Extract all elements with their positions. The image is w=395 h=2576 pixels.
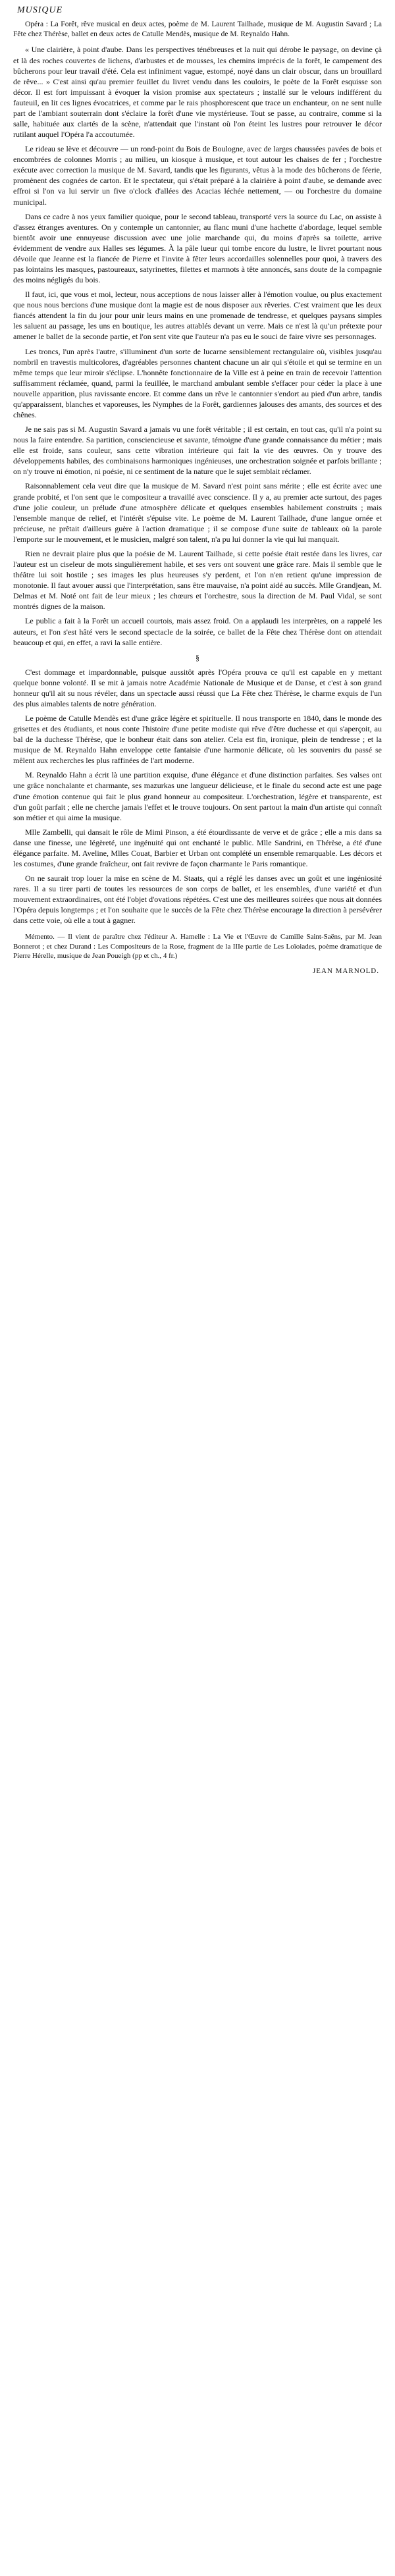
paragraph: M. Reynaldo Hahn a écrit là une partition exquise, d'une élégance et d'une distinction parfaites. Ses valses ont une grâce nonchalante et charmante, ses mazurkas une langueur délicieuse, et le finale du second acte est une page d'une émotion contenue qui fait le plus grand honneur au compositeur. L'orchestration, légère et transparente, est d'un goût parfait ; elle ne cherche jamais l'effet et le trouve toujours. On sent partout la main d'un artiste qui connaît son métier et qui aime la musique.: [13, 770, 382, 822]
paragraph: Les troncs, l'un après l'autre, s'illuminent d'un sorte de lucarne sensiblement rectangulaire où, visibles jusqu'au nombril en travestis multicolores, d'agréables personnes chantent chacune un air qui s'étoile et qui se termine en un même temps que leur miroir s'éclipse. L'honnête fonctionnaire de la Ville est à peine en train de recevoir l'attention suffisamment réclamée, quand, parmi la feuillée, le marchand ambulant semble s'effacer pour céder la place à une nouvelle apparition, plus ravissante encore. Et comme dans un rêve le cantonnier s'endort au pied d'un arbre, tandis qu'apparaissent, blanches et vaporeuses, les Nymphes de la Forêt, gardiennes jalouses des amants, des sources et des chênes.: [13, 346, 382, 420]
paragraph: Il faut, ici, que vous et moi, lecteur, nous acceptions de nous laisser aller à l'émotion voulue, ou plus exactement que nous nous bercions d'une musique dont la magie est de nous disposer aux rêveries. C'est vraiment que les deux fiancés attendent la fin du jour pour unir leurs mains en une promenade de tendresse, et quelques paysans simples les saluent au passage, les uns en boutique, les autres attablés devant un verre. Mais ce n'est là qu'un prétexte pour amener le ballet de la seconde partie, et l'on sent vite que l'auteur n'a pas eu le souci de faire vivre ses personnages.: [13, 290, 382, 342]
paragraph: Le rideau se lève et découvre — un rond-point du Bois de Boulogne, avec de larges chaussées pavées de bois et encombrées de colonnes Morris ; au milieu, un kiosque à musique, et tout autour les chaises de fer ; l'orchestre exécute avec correction la musique de M. Savard, tandis que les figurants, vêtus à la mode des bûcherons de féerie, promènent des cognées de carton. Et le spectateur, qui s'était préparé à la clairière à point d'aube, se demande avec effroi si l'on va lui servir un five o'clock d'allées des Acacias léchée nettement, — ou l'orchestre du domaine municipal.: [13, 144, 382, 207]
article-page: [13, 0, 382, 991]
paragraph: Rien ne devrait plaire plus que la poésie de M. Laurent Tailhade, si cette poésie était restée dans les livres, car l'auteur est un ciseleur de mots singulièrement habile, et ses vers ont souvent une grâce rare. Mais il semble que le théâtre lui soit hostile ; ses images les plus heureuses s'y perdent, et l'on n'en retient qu'une impression de monotonie. Il faut avouer aussi que l'interprétation, sans être mauvaise, n'a point aidé au succès. Mlle Grandjean, M. Delmas et M. Noté ont fait de leur mieux ; les chœurs et l'orchestre, sous la direction de M. Paul Vidal, se sont montrés dignes de la maison.: [13, 548, 382, 612]
author-signature: JEAN MARNOLD.: [313, 967, 379, 976]
paragraph: Je ne sais pas si M. Augustin Savard a jamais vu une forêt véritable ; il est certain, en tout cas, qu'il n'a point su nous la faire entendre. Sa partition, consciencieuse et savante, témoigne d'une grande connaissance du métier ; mais elle est froide, sans couleur, sans cette vibration intérieure qui fait la vie des œuvres. On y trouve des développements habiles, des combinaisons harmoniques ingénieuses, une orchestration soignée et parfois brillante ; on n'y trouve ni émotion, ni poésie, ni ce sentiment de la nature que le sujet semblait réclamer.: [13, 425, 382, 477]
paragraph: Le poème de Catulle Mendès est d'une grâce légère et spirituelle. Il nous transporte en 1840, dans le monde des grisettes et des étudiants, et nous conte l'histoire d'une petite modiste qui rêve d'être duchesse et qui s'aperçoit, au bal de la duchesse Thérèse, que le bonheur était dans son atelier. Cela est fin, ironique, plein de tendresse ; et la musique de M. Reynaldo Hahn enveloppe cette fantaisie d'une harmonie délicate, où les souvenirs du passé se mêlent aux recherches les plus raffinées de l'art moderne.: [13, 713, 382, 766]
paragraph: Le public a fait à la Forêt un accueil courtois, mais assez froid. On a applaudi les interprètes, on a rappelé les auteurs, et l'on s'est hâté vers le second spectacle de la soirée, ce ballet de la Fête chez Thérèse dont on attendait beaucoup et qui, en effet, a ravi la salle entière.: [13, 616, 382, 647]
paragraph: C'est dommage et impardonnable, puisque aussitôt après l'Opéra prouva ce qu'il est capable en y mettant quelque bonne volonté. Il se mit à jamais notre Académie Nationale de Musique et de Danse, et c'est à son grand honneur qu'il ait su nous révéler, dans un spectacle aussi réussi que La Fête chez Thérèse, le charme exquis de l'un des plus aimables talents de notre génération.: [13, 667, 382, 708]
paragraph: Mlle Zambelli, qui dansait le rôle de Mimi Pinson, a été étourdissante de verve et de grâce ; elle a mis dans sa danse une finesse, une légèreté, une ingénuité qui ont enchanté le public. Mlle Sandrini, en Thérèse, a été d'une élégance parfaite. M. Aveline, Mlles Couat, Barbier et Urban ont complété un ensemble remarquable. Les décors et les costumes, d'une grande fraîcheur, ont fait revivre de façon charmante le Paris romantique.: [13, 827, 382, 868]
memento-note: Mémento. — Il vient de paraître chez l'éditeur A. Hamelle : La Vie et l'Œuvre de Camille Saint-Saëns, par M. Jean Bonnerot ; et chez Durand : Les Compositeurs de la Rose, fragment de la IIIe partie de Les Loïoiades, poème dramatique de Pierre Hérelle, musique de Jean Poueigh (pp et ch., 4 fr.): [13, 933, 382, 960]
section-separator: §: [196, 652, 199, 662]
section-heading: MUSIQUE: [17, 5, 63, 15]
paragraph: Raisonnablement cela veut dire que la musique de M. Savard n'est point sans mérite ; elle est écrite avec une grande probité, et l'on sent que le compositeur a travaillé avec conscience. Il y a, au premier acte surtout, des pages d'une jolie couleur, un prélude d'une atmosphère délicate et quelques ensembles habilement construits ; mais l'ensemble manque de relief, et l'intérêt s'épuise vite. Le poème de M. Laurent Tailhade, d'une langue ornée et précieuse, ne prêtait d'ailleurs guère à l'action dramatique ; il se compose d'une suite de tableaux où la parole l'emporte sur le mouvement, et le musicien, malgré son talent, n'a pu lui donner la vie qui lui manquait.: [13, 481, 382, 544]
paragraph: On ne saurait trop louer la mise en scène de M. Staats, qui a réglé les danses avec un goût et une ingéniosité rares. Il a su tirer parti de toutes les ressources de son corps de ballet, et les ensembles, d'une variété et d'un mouvement extraordinaires, ont été l'objet d'ovations répétées. C'est une des meilleures soirées que nous ait données l'Opéra depuis longtemps ; et l'on souhaite que le succès de la Fête chez Thérèse encourage la direction à persévérer dans cette voie, où elle a tout à gagner.: [13, 874, 382, 926]
paragraph: « Une clairière, à point d'aube. Dans les perspectives ténébreuses et la nuit qui dérobe le paysage, on devine çà et là des roches couvertes de lichens, d'arbustes et de mousses, les chemins imprécis de la forêt, le campement des bûcherons pour leur travail d'été. Cela est infiniment vague, estompé, noyé dans un clair obscur, dans un brouillard de rêve... » C'est ainsi qu'au premier feuillet du livret vendu dans les couloirs, le poète de la Forêt esquisse son décor. Il est fort impuissant à évoquer la vision promise aux spectateurs ; installé sur le velours indifférent du fauteuil, en lit ces lignes évocatrices, et comme par le rais phosphorescent que trace un enchanteur, on ne sent nulle part de l'ambiant souterrain dont s'éclaire la forêt d'une vie mystérieuse. Tout se passe, au contraire, comme si la salle, habituée aux clartés de la scène, n'attendait que l'instant où l'on éteint les lustres pour retrouver le décor rutilant auquel l'Opéra l'a accoutumée.: [13, 45, 382, 140]
review-intro: Opéra : La Forêt, rêve musical en deux actes, poème de M. Laurent Tailhade, musique de M. Augustin Savard ; La Fête chez Thérèse, ballet en deux actes de Catulle Mendès, musique de M. Reynaldo Hahn.: [13, 20, 382, 38]
paragraph: Dans ce cadre à nos yeux familier quoique, pour le second tableau, transporté vers la source du Lac, on assiste à d'assez étranges aventures. On y contemple un cantonnier, au flanc muni d'une hachette d'abordage, lequel semble bientôt avoir une ennuyeuse discussion avec une jolie marchande qui, du moins d'après sa toilette, arrive évidemment de vendre aux Halles ses légumes. À la pâle lueur qui tombe encore du lustre, le livret pourtant nous dévoile que Jeanne est la fiancée de Pierre et l'invite à fêter leurs accordailles solennelles pour quoi, à travers des pas lointains les masques, pastoureaux, satyrinettes, filettes et marmots à tête annoncés, sans doute de la compagnie des moins négligés du bois.: [13, 211, 382, 285]
